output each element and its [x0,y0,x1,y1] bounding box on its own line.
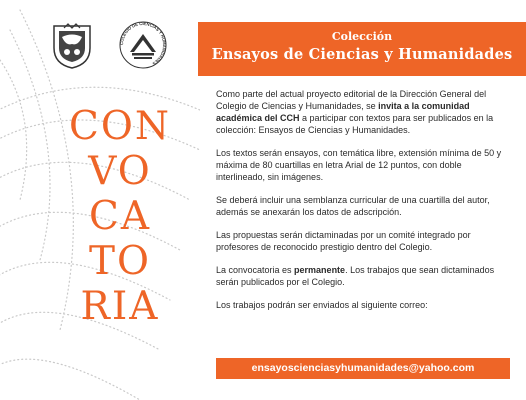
heading-line: CA [88,194,151,239]
svg-text:COLEGIO DE CIENCIAS Y HUMANIDA: COLEGIO DE CIENCIAS Y HUMANIDADES [118,20,168,67]
header-kicker: Colección [331,30,393,43]
heading-line: TO [89,239,151,284]
heading-line: CON [69,104,171,149]
paragraph-requirements: Los textos serán ensayos, con temática libre, extensión mínima de 50 y máxima de 80 cuartillas en letra Arial de 12 puntos, con doble interlineado, sin imágenes. [216,148,502,182]
unam-shield-icon [50,22,94,70]
cch-emblem-icon [118,20,168,70]
paragraph-review: Las propuestas serán dictaminadas por un comité integrado por profesores de reconocido prestigio dentro del Colegio. [216,230,471,252]
intro-text-end: a participar con textos para ser publicados en la colección: Ensayos de Ciencias y Humanidades. [216,113,494,135]
permanent-emphasis: permanente [294,265,346,275]
permanent-text-start: La convocatoria es [216,265,295,275]
intro-emphasis: invita a la comunidad académica del CCH [216,101,470,123]
paragraph-semblance: Se deberá incluir una semblanza curricular de una cuartilla del autor, además se anexarán los datos de adscripción. [216,195,490,217]
paragraph-permanent [216,264,510,288]
call-body-text [216,88,510,322]
heading-line: VO [88,149,152,194]
permanent-text-end: . Los trabajos que sean dictaminados serán publicados por el Colegio. [216,265,495,287]
collection-header [198,22,526,76]
email-link[interactable]: ensayoscienciasyhumanidades@yahoo.com [216,358,510,379]
intro-text-start: Como parte del actual proyecto editorial de la Dirección General del Colegio de Ciencias y Humanidades, se [216,89,487,111]
header-title: Ensayos de Ciencias y Humanidades [211,46,513,63]
heading-line: RIA [80,284,160,329]
paragraph-submit: Los trabajos podrán ser enviados al siguiente correo: [216,300,428,310]
convocatoria-heading [50,104,190,329]
paragraph-intro [216,88,510,136]
